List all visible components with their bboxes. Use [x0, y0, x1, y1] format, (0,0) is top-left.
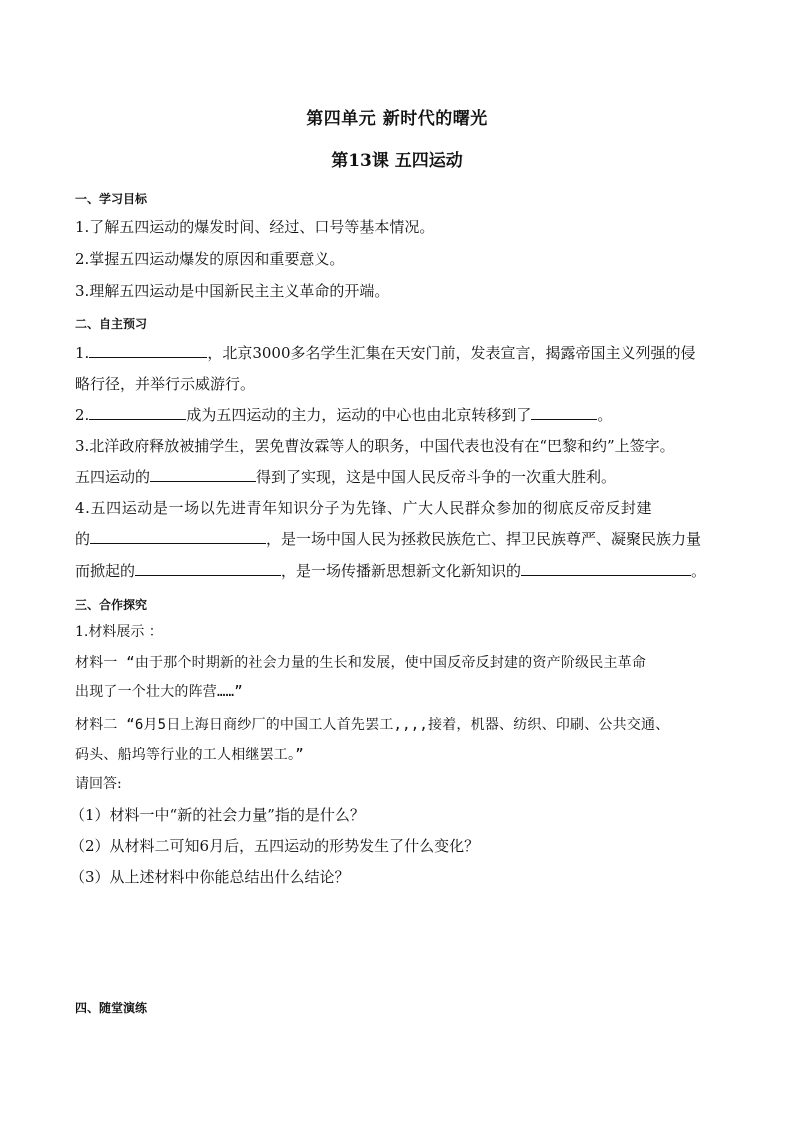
question-number: 2.: [75, 406, 90, 424]
question-text: ，是一场中国人民为拯救民族危亡、捍卫民族尊严、凝聚民族力量: [266, 530, 702, 548]
question-text: 五四运动的: [75, 468, 151, 486]
material-2: 材料二 “6月5日上海日商纱厂的中国工人首先罢工,,,,接着，机器、纺织、印刷、公共交通、: [75, 717, 670, 733]
fill-blank[interactable]: [89, 405, 186, 420]
preview-question-1-cont: 略行径，并举行示威游行。: [75, 375, 256, 393]
question-text: 。: [597, 406, 613, 424]
question-text: ，是一场传播新思想新文化新知识的: [281, 562, 522, 580]
lesson-title: 第13课 五四运动: [331, 151, 463, 171]
preview-question-3-cont: [75, 466, 616, 487]
preview-question-4-cont: [75, 528, 701, 549]
material-2-cont: 码头、船坞等行业的工人相继罢工。”: [75, 747, 304, 763]
objective-item: 1.了解五四运动的爆发时间、经过、口号等基本情况。: [75, 218, 435, 236]
fill-blank[interactable]: [531, 405, 597, 420]
preview-question-1: [75, 342, 696, 363]
section-heading-explore: 三、合作探究: [75, 598, 148, 612]
preview-question-2: [75, 404, 612, 425]
fill-blank[interactable]: [521, 561, 691, 576]
question-text: 而掀起的: [75, 562, 136, 580]
discussion-question: （1）材料一中“新的社会力量”指的是什么？: [70, 806, 365, 824]
section-heading-objectives: 一、学习目标: [75, 192, 148, 206]
preview-question-4-cont: [75, 560, 706, 581]
material-1-cont: 出现了一个壮大的阵营……”: [75, 684, 243, 700]
question-text: 的: [75, 530, 91, 548]
question-text: 成为五四运动的主力，运动的中心也由北京转移到了: [186, 406, 532, 424]
section-heading-preview: 二、自主预习: [75, 317, 148, 331]
fill-blank[interactable]: [89, 343, 207, 358]
objective-item: 2.掌握五四运动爆发的原因和重要意义。: [75, 250, 345, 268]
section-heading-practice: 四、随堂演练: [75, 1001, 148, 1015]
discussion-question: （2）从材料二可知6月后，五四运动的形势发生了什么变化？: [70, 837, 480, 855]
material-intro: 1.材料展示 ：: [75, 624, 163, 640]
question-text: 得到了实现，这是中国人民反帝斗争的一次重大胜利。: [256, 468, 617, 486]
question-number: 1.: [75, 344, 90, 362]
objective-item: 3.理解五四运动是中国新民主主义革命的开端。: [75, 282, 390, 300]
answer-prompt: 请回答:: [75, 776, 122, 792]
fill-blank[interactable]: [135, 561, 281, 576]
material-1: 材料一 “由于那个时期新的社会力量的生长和发展，使中国反帝反封建的资产阶级民主革命: [75, 655, 647, 671]
preview-question-3: 3.北洋政府释放被捕学生，罢免曹汝霖等人的职务，中国代表也没有在“巴黎和约”上签字。: [75, 437, 675, 455]
preview-question-4: 4.五四运动是一场以先进青年知识分子为先锋、广大人民群众参加的彻底反帝反封建: [75, 499, 653, 517]
question-text: ，北京3000多名学生汇集在天安门前，发表宣言，揭露帝国主义列强的侵: [207, 344, 696, 362]
fill-blank[interactable]: [150, 467, 256, 482]
discussion-question: （3）从上述材料中你能总结出什么结论？: [70, 868, 350, 886]
unit-title: 第四单元 新时代的曙光: [306, 109, 488, 129]
fill-blank[interactable]: [90, 529, 266, 544]
question-text: 。: [691, 562, 707, 580]
